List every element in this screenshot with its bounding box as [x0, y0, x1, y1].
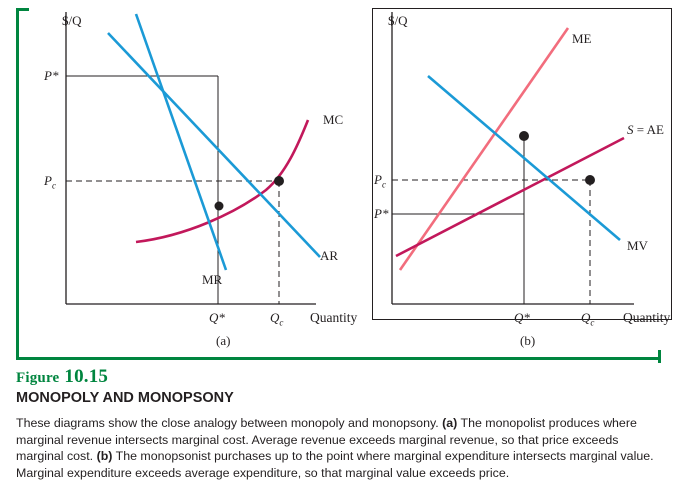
panel-b-qc-label: $Q_c$: [581, 310, 595, 328]
figure-caption-block: [16, 366, 668, 481]
panel-a: [36, 8, 358, 348]
frame-left-rule-top-cap: [16, 8, 29, 11]
panel-b-label-me: ME: [572, 31, 592, 46]
panel-a-y-axis-label: $/Q: [62, 13, 82, 28]
panel-a-curve-ar: [108, 33, 320, 257]
panel-b-point-me-mv: [519, 131, 529, 141]
panel-b-label-s-ae: S = AE: [627, 122, 664, 137]
figure-title: MONOPOLY AND MONOPSONY: [16, 390, 234, 406]
panel-b: [372, 8, 672, 348]
caption-sentence-2: The monopolist produces where marginal revenue intersects marginal cost. Average revenue exceeds marginal revenue, so that price exceeds marginal cost.: [16, 416, 637, 463]
panel-b-y-axis-label: $/Q: [388, 13, 408, 28]
frame-bottom-rule-right-cap: [658, 350, 661, 363]
panel-a-qc-label: $Q_c$: [270, 310, 284, 328]
panel-a-pstar-label: P*: [44, 68, 59, 83]
panel-b-plot: [372, 8, 672, 320]
figure-number-prefix: Figure: [16, 370, 60, 386]
panel-b-pstar-label: P*: [374, 206, 389, 221]
figure-number-line: [16, 366, 668, 388]
panel-b-tag: (b): [520, 333, 536, 348]
panel-a-qstar-label: Q*: [209, 310, 225, 325]
panel-a-label-mr: MR: [202, 272, 223, 287]
panel-a-pc-label: $P_c$: [44, 173, 56, 191]
caption-sentence-1: These diagrams show the close analogy between monopoly and monopsony.: [16, 416, 443, 430]
caption-bold-b: (b): [96, 449, 113, 463]
panel-b-label-mv: MV: [627, 238, 648, 253]
panel-b-x-axis-label: Quantity: [623, 310, 671, 325]
panel-b-pc-label: $P_c$: [374, 172, 386, 190]
panel-a-label-ar: AR: [320, 248, 339, 263]
frame-left-rule: [16, 8, 19, 360]
figure-caption-text: [16, 415, 656, 481]
panel-a-x-axis-label: Quantity: [310, 310, 358, 325]
panel-a-plot: [36, 8, 356, 320]
panel-b-curve-me: [400, 28, 568, 270]
panel-a-tag: (a): [216, 333, 231, 348]
panel-a-point-competitive: [274, 176, 284, 186]
panel-b-qstar-label: Q*: [514, 310, 530, 325]
figure-number: 10.15: [64, 366, 109, 387]
caption-bold-a: (a): [442, 416, 458, 430]
panel-a-point-mr-mc: [215, 202, 224, 211]
panel-b-curve-s-ae: [396, 138, 624, 256]
panel-a-label-mc: MC: [323, 112, 344, 127]
panel-b-point-competitive: [585, 175, 595, 185]
caption-sentence-3: The monopsonist purchases up to the point where marginal expenditure intersects marginal value. Marginal expenditure exceeds average expenditure, so that marginal value exceeds price.: [16, 449, 654, 480]
frame-bottom-rule: [16, 357, 661, 360]
